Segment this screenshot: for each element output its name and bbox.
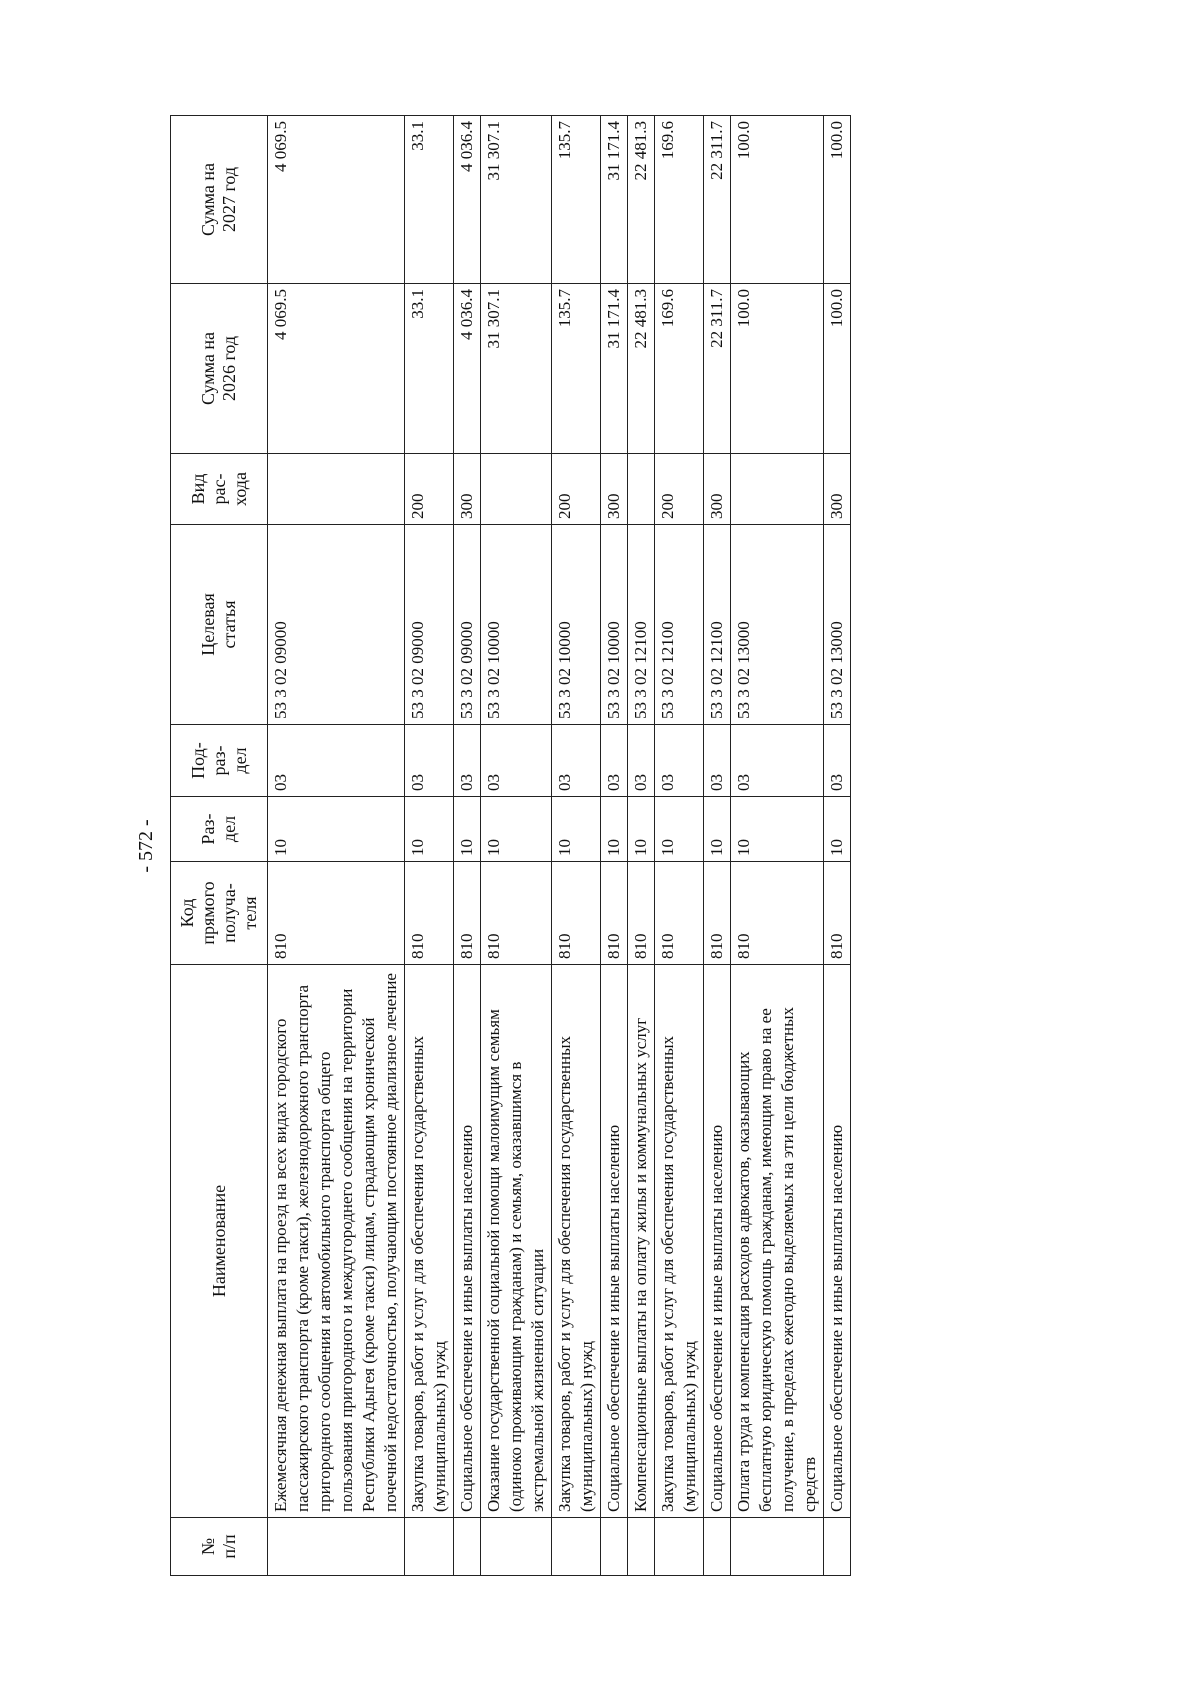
cell-sum-2027: 31 171.4 [601,116,628,284]
cell-target-article: 53 3 02 09000 [268,525,405,725]
cell-recipient-code: 810 [268,862,405,965]
table-row [481,116,552,1576]
cell-target-article: 53 3 02 09000 [454,525,481,725]
cell-sum-2026: 4 069.5 [268,284,405,454]
header-num: № п/п [171,1518,268,1576]
cell-section: 10 [628,797,655,862]
cell-sum-2026: 100.0 [731,284,824,454]
cell-name: Социальное обеспечение и иные выплаты населению [454,965,481,1518]
cell-section: 10 [824,797,851,862]
cell-sum-2027: 33.1 [405,116,454,284]
document-sheet [127,116,1080,1576]
cell-section: 10 [268,797,405,862]
cell-target-article: 53 3 02 10000 [481,525,552,725]
cell-subsection: 03 [824,725,851,797]
cell-name: Социальное обеспечение и иные выплаты населению [601,965,628,1518]
budget-table [170,115,851,1576]
table-row [731,116,824,1576]
cell-subsection: 03 [704,725,731,797]
cell-section: 10 [405,797,454,862]
cell-recipient-code: 810 [552,862,601,965]
header-subsection: Под- раз- дел [171,725,268,797]
cell-subsection: 03 [731,725,824,797]
cell-section: 10 [601,797,628,862]
cell-num [704,1518,731,1576]
cell-subsection: 03 [628,725,655,797]
cell-section: 10 [552,797,601,862]
cell-name: Оплата труда и компенсация расходов адвокатов, оказывающих бесплатную юридическую помощь гражданам, имеющим право на ее получение, в пределах ежегодно выделяемых на эти цели бюджетных средств [731,965,824,1518]
cell-section: 10 [454,797,481,862]
cell-recipient-code: 810 [704,862,731,965]
cell-recipient-code: 810 [731,862,824,965]
cell-sum-2027: 100.0 [731,116,824,284]
cell-num [552,1518,601,1576]
cell-expense-type: 200 [552,454,601,525]
table-body [268,116,851,1576]
cell-num [268,1518,405,1576]
cell-expense-type [628,454,655,525]
cell-name: Компенсационные выплаты на оплату жилья и коммунальных услуг [628,965,655,1518]
cell-name: Ежемесячная денежная выплата на проезд на всех видах городского пассажирского транспорта (кроме такси), железнодорожного транспорта пригородного сообщения и автомобильного транспорта общего пользования пригородного и междугороднего сообщения на территории Республики Адыгея (кроме такси) лицам, страдающим хронической почечной недостаточностью, получающим постоянное диализное лечение [268,965,405,1518]
cell-num [454,1518,481,1576]
cell-recipient-code: 810 [481,862,552,965]
table-row [601,116,628,1576]
cell-subsection: 03 [552,725,601,797]
cell-sum-2026: 169.6 [655,284,704,454]
table-row [655,116,704,1576]
cell-target-article: 53 3 02 12100 [704,525,731,725]
cell-section: 10 [731,797,824,862]
cell-sum-2026: 100.0 [824,284,851,454]
cell-subsection: 03 [481,725,552,797]
cell-section: 10 [704,797,731,862]
cell-sum-2026: 31 171.4 [601,284,628,454]
cell-sum-2026: 4 036.4 [454,284,481,454]
cell-name: Оказание государственной социальной помощи малоимущим семьям (одиноко проживающим гражданам) и семьям, оказавшимся в экстремальной жизненной ситуации [481,965,552,1518]
cell-expense-type: 300 [704,454,731,525]
header-sum-2026: Сумма на 2026 год [171,284,268,454]
cell-num [731,1518,824,1576]
cell-expense-type: 200 [655,454,704,525]
cell-expense-type: 300 [601,454,628,525]
cell-sum-2027: 4 036.4 [454,116,481,284]
cell-sum-2027: 31 307.1 [481,116,552,284]
cell-num [405,1518,454,1576]
table-row [704,116,731,1576]
cell-recipient-code: 810 [454,862,481,965]
cell-num [628,1518,655,1576]
cell-sum-2026: 33.1 [405,284,454,454]
cell-target-article: 53 3 02 12100 [655,525,704,725]
cell-target-article: 53 3 02 09000 [405,525,454,725]
table-row [552,116,601,1576]
cell-sum-2026: 22 311.7 [704,284,731,454]
cell-recipient-code: 810 [405,862,454,965]
cell-name: Социальное обеспечение и иные выплаты населению [704,965,731,1518]
cell-name: Социальное обеспечение и иные выплаты населению [824,965,851,1518]
cell-sum-2027: 22 311.7 [704,116,731,284]
cell-section: 10 [655,797,704,862]
cell-name: Закупка товаров, работ и услуг для обеспечения государственных (муниципальных) нужд [655,965,704,1518]
table-header-row [171,116,268,1576]
cell-target-article: 53 3 02 13000 [731,525,824,725]
cell-name: Закупка товаров, работ и услуг для обеспечения государственных (муниципальных) нужд [552,965,601,1518]
cell-subsection: 03 [655,725,704,797]
cell-expense-type: 300 [454,454,481,525]
cell-subsection: 03 [268,725,405,797]
cell-subsection: 03 [405,725,454,797]
cell-target-article: 53 3 02 12100 [628,525,655,725]
cell-target-article: 53 3 02 10000 [552,525,601,725]
table-row [405,116,454,1576]
cell-expense-type: 200 [405,454,454,525]
cell-recipient-code: 810 [655,862,704,965]
cell-expense-type [731,454,824,525]
cell-sum-2027: 169.6 [655,116,704,284]
cell-sum-2027: 22 481.3 [628,116,655,284]
cell-target-article: 53 3 02 10000 [601,525,628,725]
header-name: Наименование [171,965,268,1518]
header-target-article: Целевая статья [171,525,268,725]
header-recipient-code: Код прямого получа- теля [171,862,268,965]
cell-name: Закупка товаров, работ и услуг для обеспечения государственных (муниципальных) нужд [405,965,454,1518]
cell-sum-2026: 135.7 [552,284,601,454]
page-number: - 572 - [135,819,157,873]
cell-sum-2027: 100.0 [824,116,851,284]
cell-expense-type [481,454,552,525]
table-row [268,116,405,1576]
cell-num [601,1518,628,1576]
cell-expense-type [268,454,405,525]
cell-section: 10 [481,797,552,862]
header-expense-type: Вид рас- хода [171,454,268,525]
table-row [628,116,655,1576]
cell-recipient-code: 810 [628,862,655,965]
cell-sum-2027: 4 069.5 [268,116,405,284]
cell-target-article: 53 3 02 13000 [824,525,851,725]
cell-subsection: 03 [601,725,628,797]
header-sum-2027: Сумма на 2027 год [171,116,268,284]
table-row [454,116,481,1576]
cell-sum-2027: 135.7 [552,116,601,284]
cell-num [824,1518,851,1576]
cell-num [655,1518,704,1576]
cell-num [481,1518,552,1576]
cell-sum-2026: 31 307.1 [481,284,552,454]
table-row [824,116,851,1576]
header-section: Раз- дел [171,797,268,862]
cell-expense-type: 300 [824,454,851,525]
cell-subsection: 03 [454,725,481,797]
cell-sum-2026: 22 481.3 [628,284,655,454]
cell-recipient-code: 810 [824,862,851,965]
cell-recipient-code: 810 [601,862,628,965]
